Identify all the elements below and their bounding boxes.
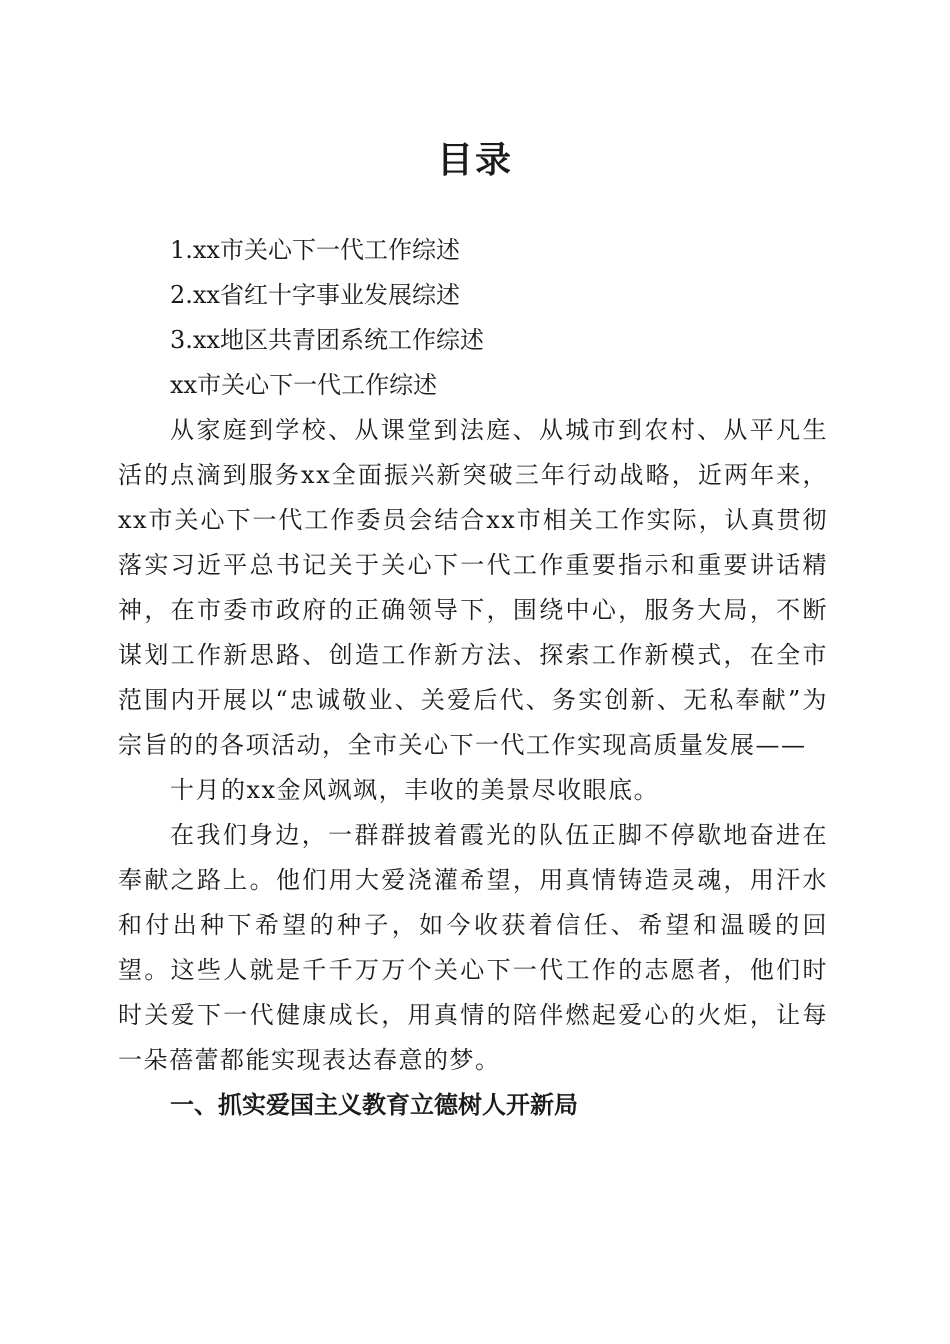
paragraph-october: 十月的xx金风飒飒，丰收的美景尽收眼底。 xyxy=(170,776,660,804)
article-title: xx市关心下一代工作综述 xyxy=(170,371,438,399)
paragraph-volunteers: 在我们身边，一群群披着霞光的队伍正脚不停歇地奋进在奉献之路上。他们用大爱浇灌希望，用真情铸造灵魂，用汗水和付出种下希望的种子，如今收获着信任、希望和温暖的回望。这些人就是千千万万个关心下一代工作的志愿者，他们时时关爱下一代健康成长，用真情的陪伴燃起爱心的火炬，让每一朵蓓蕾都能实现表达春意的梦。 xyxy=(118,821,828,1074)
toc-item-3: 3.xx地区共青团系统工作综述 xyxy=(170,326,484,354)
paragraph-intro: 从家庭到学校、从课堂到法庭、从城市到农村、从平凡生活的点滴到服务xx全面振兴新突破三年行动战略，近两年来，xx市关心下一代工作委员会结合xx市相关工作实际，认真贯彻落实习近平总书记关于关心下一代工作重要指示和重要讲话精神，在市委市政府的正确领导下，围绕中心，服务大局，不断谋划工作新思路、创造工作新方法、探索工作新模式，在全市范围内开展以“忠诚敬业、关爱后代、务实创新、无私奉献”为宗旨的的各项活动，全市关心下一代工作实现高质量发展—— xyxy=(118,416,828,759)
toc-item-2: 2.xx省红十字事业发展综述 xyxy=(170,281,460,309)
page-title: 目录 xyxy=(436,139,513,181)
toc-item-1: 1.xx市关心下一代工作综述 xyxy=(170,236,460,264)
section-heading-1: 一、抓实爱国主义教育立德树人开新局 xyxy=(170,1091,578,1119)
document-body xyxy=(118,228,828,1128)
